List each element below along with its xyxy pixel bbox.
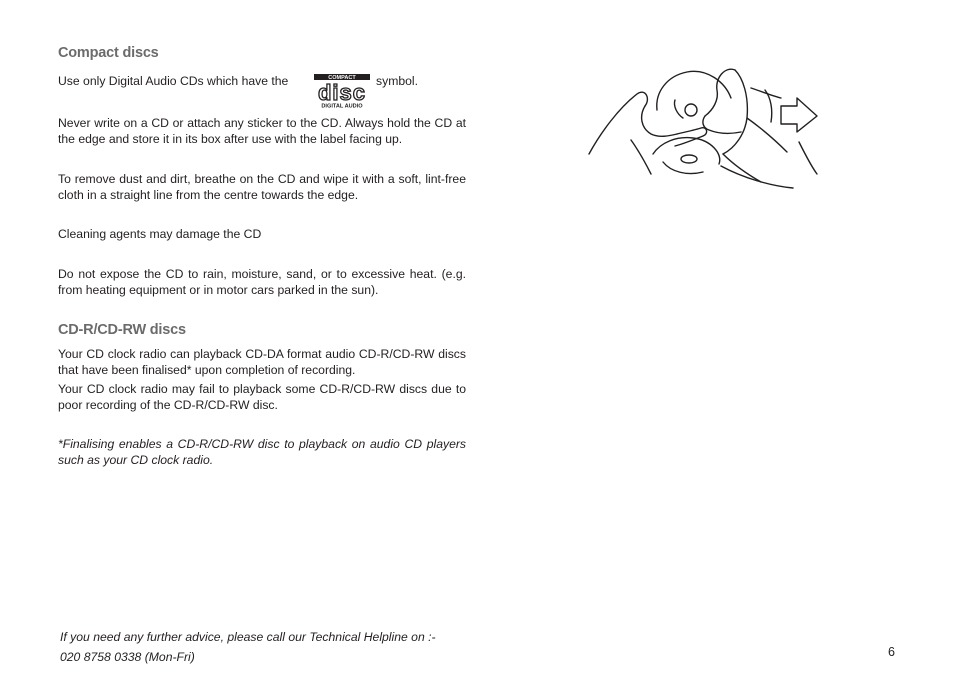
sticker-paragraph: Never write on a CD or attach any sticker to the CD. Always hold the CD at the edge and store it in its box after use with the label facing up. [58, 116, 466, 146]
finalising-note: *Finalising enables a CD-R/CD-RW disc to playback on audio CD players such as your CD clock radio. [58, 437, 466, 467]
helpline-number: 020 8758 0338 (Mon-Fri) [60, 650, 195, 664]
compact-disc-logo [314, 74, 370, 108]
svg-text:disc: disc [317, 80, 367, 105]
cleaning-paragraph: Cleaning agents may damage the CD [58, 227, 262, 241]
helpline-text: If you need any further advice, please call our Technical Helpline on :- [60, 630, 436, 644]
exposure-paragraph: Do not expose the CD to rain, moisture, sand, or to excessive heat. (e.g. from heating equipment or in motor cars parked in the sun). [58, 267, 466, 297]
cd-symbol-text: Use only Digital Audio CDs which have the [58, 74, 289, 88]
page-number: 6 [888, 645, 895, 659]
compact-discs-heading: Compact discs [58, 45, 159, 61]
cd-handling-illustration [585, 62, 825, 194]
cdr-fail-paragraph: Your CD clock radio may fail to playback some CD-R/CD-RW discs due to poor recording of the CD-R/CD-RW disc. [58, 382, 466, 412]
svg-text:COMPACT: COMPACT [328, 75, 356, 81]
dust-paragraph: To remove dust and dirt, breathe on the CD and wipe it with a soft, lint-free cloth in a straight line from the centre towards the edge. [58, 172, 466, 202]
symbol-word: symbol. [376, 74, 418, 88]
svg-text:DIGITAL AUDIO: DIGITAL AUDIO [321, 103, 363, 108]
cdr-playback-paragraph: Your CD clock radio can playback CD-DA format audio CD-R/CD-RW discs that have been finalised* upon completion of recording. [58, 347, 466, 377]
cdr-heading: CD-R/CD-RW discs [58, 322, 186, 338]
